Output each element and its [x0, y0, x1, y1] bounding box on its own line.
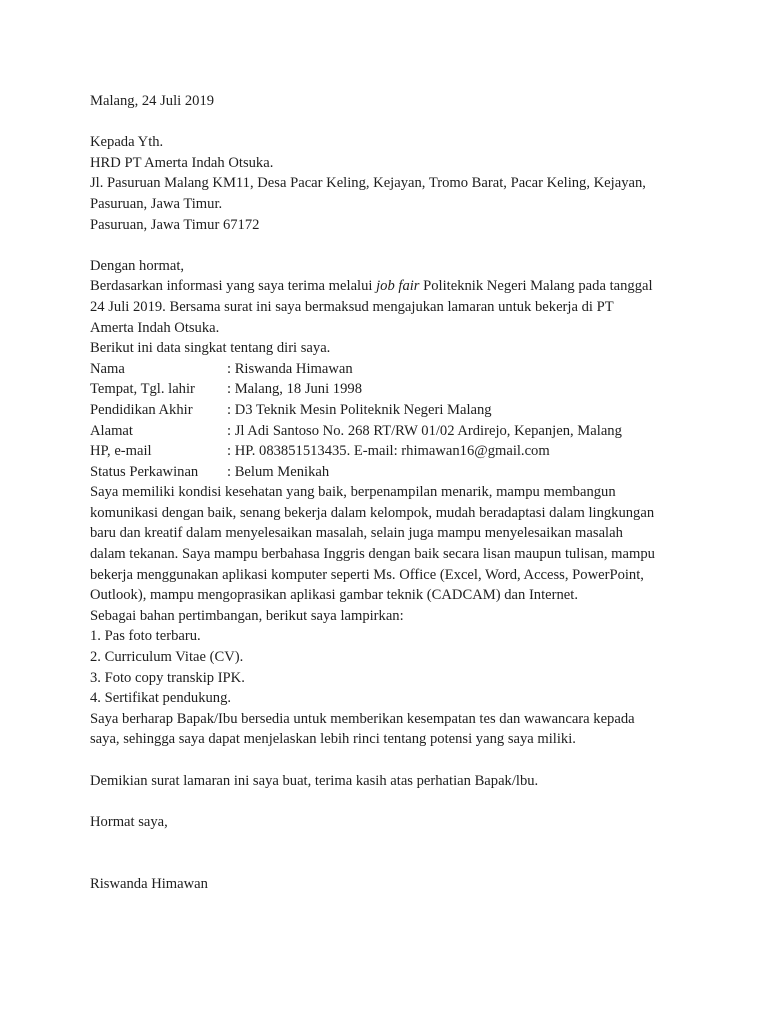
hope-line: saya, sehingga saya dapat menjelaskan lebih rinci tentang potensi yang saya miliki.	[90, 731, 576, 748]
recipient-address-line: Pasuruan, Jawa Timur 67172	[90, 216, 260, 233]
intro-text: Politeknik Negeri Malang pada tanggal	[419, 278, 653, 295]
intro-italic-text: job fair	[376, 278, 420, 295]
skills-line: Outlook), mampu mengoprasikan aplikasi gambar teknik (CADCAM) dan Internet.	[90, 587, 578, 604]
spacer	[90, 853, 690, 874]
field-row	[90, 421, 690, 442]
field-label: HP, e-mail	[90, 443, 152, 460]
intro-line: 24 Juli 2019. Bersama surat ini saya bermaksud mengajukan lamaran untuk bekerja di PT	[90, 298, 614, 315]
attachment-item: 1. Pas foto terbaru.	[90, 628, 201, 645]
intro-line: Berikut ini data singkat tentang diri saya.	[90, 340, 331, 357]
intro-line	[90, 276, 690, 297]
closing-paragraph: Demikian surat lamaran ini saya buat, terima kasih atas perhatian Bapak/lbu.	[90, 772, 539, 789]
field-value: : HP. 083851513435. E-mail: rhimawan16@gmail.com	[227, 443, 550, 460]
field-value: : Jl Adi Santoso No. 268 RT/RW 01/02 Ardirejo, Kepanjen, Malang	[227, 422, 622, 439]
skills-paragraph	[90, 482, 690, 606]
field-label: Status Perkawinan	[90, 463, 199, 480]
field-row	[90, 379, 690, 400]
field-row	[90, 359, 690, 380]
field-label: Alamat	[90, 422, 133, 439]
field-value: : Malang, 18 Juni 1998	[227, 381, 362, 398]
field-value: : D3 Teknik Mesin Politeknik Negeri Malang	[227, 401, 492, 418]
attachment-item: 2. Curriculum Vitae (CV).	[90, 649, 244, 666]
field-label: Tempat, Tgl. lahir	[90, 381, 195, 398]
field-row	[90, 441, 690, 462]
attachment-item: 3. Foto copy transkip IPK.	[90, 669, 245, 686]
field-row	[90, 462, 690, 483]
field-label: Pendidikan Akhir	[90, 401, 193, 418]
attachments-intro: Sebagai bahan pertimbangan, berikut saya lampirkan:	[90, 607, 404, 624]
attachment-item: 4. Sertifikat pendukung.	[90, 690, 232, 707]
letter-date: Malang, 24 Juli 2019	[90, 93, 215, 109]
spacer	[90, 235, 690, 256]
recipient-name: HRD PT Amerta Indah Otsuka.	[90, 154, 274, 171]
intro-text: Berdasarkan informasi yang saya terima melalui	[90, 278, 377, 295]
field-row	[90, 400, 690, 421]
recipient-block	[90, 132, 690, 235]
skills-line: baru dan kreatif dalam menyelesaikan masalah, selain juga mampu menyelesaikan masalah	[90, 525, 623, 542]
signature-name: Riswanda Himawan	[90, 875, 208, 892]
field-label: Nama	[90, 360, 125, 377]
skills-line: Saya memiliki kondisi kesehatan yang baik, berpenampilan menarik, mampu membangun	[90, 484, 616, 501]
hope-paragraph	[90, 709, 690, 750]
hope-line: Saya berharap Bapak/Ibu bersedia untuk memberikan kesempatan tes dan wawancara kepada	[90, 710, 635, 727]
regards: Hormat saya,	[90, 813, 168, 830]
skills-line: dalam tekanan. Saya mampu berbahasa Inggris dengan baik secara lisan maupun tulisan, mampu	[90, 546, 655, 563]
intro-paragraph	[90, 276, 690, 358]
spacer	[90, 791, 690, 812]
skills-line: bekerja menggunakan aplikasi komputer seperti Ms. Office (Excel, Word, Access, PowerPoint,	[90, 566, 644, 583]
skills-line: komunikasi dengan baik, senang bekerja dalam kelompok, mudah beradaptasi dalam lingkungan	[90, 504, 655, 521]
attachments-list	[90, 626, 690, 708]
recipient-to: Kepada Yth.	[90, 134, 164, 151]
intro-line: Amerta Indah Otsuka.	[90, 319, 220, 336]
letter-page	[90, 91, 690, 894]
spacer	[90, 112, 690, 133]
field-value: : Belum Menikah	[227, 463, 330, 480]
recipient-address-line: Pasuruan, Jawa Timur.	[90, 195, 223, 212]
field-value: : Riswanda Himawan	[227, 360, 353, 377]
spacer	[90, 750, 690, 771]
personal-data-table	[90, 359, 690, 483]
recipient-address-line: Jl. Pasuruan Malang KM11, Desa Pacar Keling, Kejayan, Tromo Barat, Pacar Keling, Kejayan,	[90, 175, 646, 192]
spacer	[90, 832, 690, 853]
salutation: Dengan hormat,	[90, 257, 185, 274]
